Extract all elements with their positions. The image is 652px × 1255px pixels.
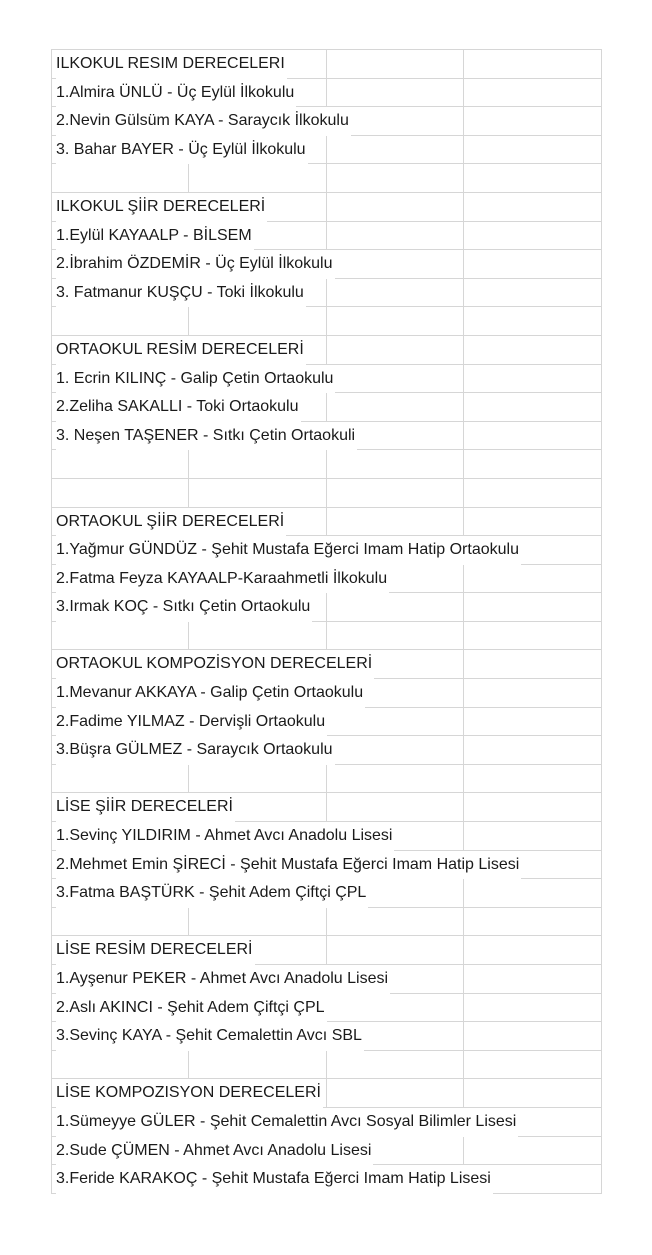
grid-cell[interactable] xyxy=(52,908,189,937)
grid-cell[interactable] xyxy=(464,822,602,851)
cell-text: 3. Neşen TAŞENER - Sıtkı Çetin Ortaokuli xyxy=(56,422,357,451)
grid-row xyxy=(52,393,602,422)
grid-cell[interactable] xyxy=(464,279,602,308)
section-header-row xyxy=(52,193,602,222)
cell-text: 1. Ecrin KILINÇ - Galip Çetin Ortaokulu xyxy=(56,365,335,394)
grid-cell[interactable] xyxy=(189,164,327,193)
grid-cell[interactable] xyxy=(52,479,189,508)
grid-row xyxy=(52,708,602,737)
grid-cell[interactable] xyxy=(189,908,327,937)
cell-text: 1.Almira ÜNLÜ - Üç Eylül İlkokulu xyxy=(56,79,296,108)
grid-cell[interactable] xyxy=(464,936,602,965)
grid-cell[interactable] xyxy=(327,936,464,965)
grid-cell[interactable] xyxy=(327,1051,464,1080)
grid-cell[interactable] xyxy=(327,994,464,1023)
grid-cell[interactable] xyxy=(464,450,602,479)
grid-cell[interactable] xyxy=(52,307,189,336)
grid-cell[interactable] xyxy=(464,222,602,251)
grid-row xyxy=(52,851,602,880)
grid-row xyxy=(52,79,602,108)
cell-text: ORTAOKUL RESİM DERECELERİ xyxy=(56,336,306,365)
cell-text: 3. Bahar BAYER - Üç Eylül İlkokulu xyxy=(56,136,308,165)
section-header-row xyxy=(52,1079,602,1108)
cell-text: 3.Büşra GÜLMEZ - Saraycık Ortaokulu xyxy=(56,736,335,765)
grid-row xyxy=(52,222,602,251)
grid-cell[interactable] xyxy=(464,1079,602,1108)
grid-cell[interactable] xyxy=(464,908,602,937)
grid-cell[interactable] xyxy=(327,765,464,794)
grid-cell[interactable] xyxy=(189,307,327,336)
grid-row xyxy=(52,279,602,308)
grid-cell[interactable] xyxy=(327,450,464,479)
grid-row xyxy=(52,136,602,165)
cell-text: 3. Fatmanur KUŞÇU - Toki İlkokulu xyxy=(56,279,306,308)
grid-row xyxy=(52,164,602,193)
grid-cell[interactable] xyxy=(327,50,464,79)
grid-row xyxy=(52,250,602,279)
cell-text: ORTAOKUL ŞİİR DERECELERİ xyxy=(56,508,286,537)
cell-text: ORTAOKUL KOMPOZİSYON DERECELERİ xyxy=(56,650,374,679)
cell-text: 1.Ayşenur PEKER - Ahmet Avcı Anadolu Lisesi xyxy=(56,965,390,994)
grid-row xyxy=(52,965,602,994)
grid-row xyxy=(52,822,602,851)
grid-cell[interactable] xyxy=(327,593,464,622)
grid-cell[interactable] xyxy=(327,79,464,108)
grid-cell[interactable] xyxy=(464,479,602,508)
grid-row xyxy=(52,1022,602,1051)
grid-cell[interactable] xyxy=(464,994,602,1023)
grid-cell[interactable] xyxy=(464,765,602,794)
grid-cell[interactable] xyxy=(52,622,189,651)
grid-cell[interactable] xyxy=(464,793,602,822)
grid-cell[interactable] xyxy=(464,965,602,994)
cell-text: 2.Sude ÇÜMEN - Ahmet Avcı Anadolu Lisesi xyxy=(56,1137,373,1166)
grid-cell[interactable] xyxy=(327,393,464,422)
cell-text: 2.Aslı AKINCI - Şehit Adem Çiftçi ÇPL xyxy=(56,994,327,1023)
grid-cell[interactable] xyxy=(327,193,464,222)
cell-text: 2.Zeliha SAKALLI - Toki Ortaokulu xyxy=(56,393,301,422)
cell-text: 2.Mehmet Emin ŞİRECİ - Şehit Mustafa Eğerci Imam Hatip Lisesi xyxy=(56,851,521,880)
grid-cell[interactable] xyxy=(464,365,602,394)
grid-cell[interactable] xyxy=(327,736,464,765)
grid-row xyxy=(52,736,602,765)
grid-row xyxy=(52,765,602,794)
grid-row xyxy=(52,593,602,622)
grid-row xyxy=(52,450,602,479)
grid-row xyxy=(52,994,602,1023)
grid-cell[interactable] xyxy=(52,1051,189,1080)
grid-cell[interactable] xyxy=(464,708,602,737)
cell-text: 1.Eylül KAYAALP - BİLSEM xyxy=(56,222,254,251)
section-header-row xyxy=(52,936,602,965)
grid-row xyxy=(52,679,602,708)
cell-text: 3.Irmak KOÇ - Sıtkı Çetin Ortaokulu xyxy=(56,593,312,622)
grid-cell[interactable] xyxy=(464,250,602,279)
grid-row xyxy=(52,908,602,937)
grid-row xyxy=(52,107,602,136)
section-header-row xyxy=(52,650,602,679)
grid-cell[interactable] xyxy=(327,708,464,737)
grid-cell[interactable] xyxy=(464,736,602,765)
grid-cell[interactable] xyxy=(464,307,602,336)
grid-row xyxy=(52,1108,602,1137)
grid-cell[interactable] xyxy=(464,79,602,108)
grid-cell[interactable] xyxy=(189,765,327,794)
grid-row xyxy=(52,879,602,908)
cell-text: 2.Fadime YILMAZ - Dervişli Ortaokulu xyxy=(56,708,327,737)
cell-text: LİSE KOMPOZISYON DERECELERİ xyxy=(56,1079,323,1108)
grid-cell[interactable] xyxy=(189,479,327,508)
grid-row xyxy=(52,307,602,336)
grid-cell[interactable] xyxy=(464,107,602,136)
grid-cell[interactable] xyxy=(327,908,464,937)
grid-cell[interactable] xyxy=(464,1022,602,1051)
grid-row xyxy=(52,536,602,565)
grid-cell[interactable] xyxy=(327,1079,464,1108)
grid-cell[interactable] xyxy=(464,50,602,79)
grid-cell[interactable] xyxy=(464,136,602,165)
grid-cell[interactable] xyxy=(327,479,464,508)
cell-text: 1.Sevinç YILDIRIM - Ahmet Avcı Anadolu Lisesi xyxy=(56,822,394,851)
grid-cell[interactable] xyxy=(464,336,602,365)
grid-cell[interactable] xyxy=(327,279,464,308)
grid-cell[interactable] xyxy=(464,679,602,708)
grid-cell[interactable] xyxy=(327,622,464,651)
cell-text: ILKOKUL ŞİİR DERECELERİ xyxy=(56,193,267,222)
cell-text: 1.Mevanur AKKAYA - Galip Çetin Ortaokulu xyxy=(56,679,365,708)
cell-text: 2.Nevin Gülsüm KAYA - Saraycık İlkokulu xyxy=(56,107,351,136)
grid-cell[interactable] xyxy=(464,1051,602,1080)
grid-row xyxy=(52,479,602,508)
cell-text: 1.Sümeyye GÜLER - Şehit Cemalettin Avcı Sosyal Bilimler Lisesi xyxy=(56,1108,518,1137)
cell-text: ILKOKUL RESIM DERECELERI xyxy=(56,50,287,79)
grid-cell[interactable] xyxy=(52,765,189,794)
section-header-row xyxy=(52,508,602,537)
grid-cell[interactable] xyxy=(327,136,464,165)
grid-cell[interactable] xyxy=(189,622,327,651)
section-header-row xyxy=(52,50,602,79)
grid-cell[interactable] xyxy=(464,508,602,537)
grid-cell[interactable] xyxy=(464,164,602,193)
grid-cell[interactable] xyxy=(327,365,464,394)
cell-text: 3.Feride KARAKOÇ - Şehit Mustafa Eğerci Imam Hatip Lisesi xyxy=(56,1165,493,1194)
grid-cell[interactable] xyxy=(464,1137,602,1166)
cell-text: 3.Sevinç KAYA - Şehit Cemalettin Avcı SBL xyxy=(56,1022,364,1051)
grid-row xyxy=(52,565,602,594)
cell-text: 1.Yağmur GÜNDÜZ - Şehit Mustafa Eğerci Imam Hatip Ortaokulu xyxy=(56,536,521,565)
grid-cell[interactable] xyxy=(327,250,464,279)
grid-cell[interactable] xyxy=(327,307,464,336)
grid-cell[interactable] xyxy=(464,622,602,651)
spreadsheet-grid xyxy=(51,49,602,1194)
grid-row xyxy=(52,422,602,451)
grid-cell[interactable] xyxy=(464,650,602,679)
grid-cell[interactable] xyxy=(52,450,189,479)
grid-cell[interactable] xyxy=(327,793,464,822)
grid-cell[interactable] xyxy=(189,450,327,479)
cell-text: 2.İbrahim ÖZDEMİR - Üç Eylül İlkokulu xyxy=(56,250,335,279)
section-header-row xyxy=(52,336,602,365)
grid-cell[interactable] xyxy=(464,193,602,222)
grid-row xyxy=(52,1137,602,1166)
grid-cell[interactable] xyxy=(464,393,602,422)
grid-cell[interactable] xyxy=(52,164,189,193)
grid-cell[interactable] xyxy=(189,1051,327,1080)
grid-cell[interactable] xyxy=(464,879,602,908)
grid-cell[interactable] xyxy=(327,336,464,365)
cell-text: 2.Fatma Feyza KAYAALP-Karaahmetli İlkokulu xyxy=(56,565,389,594)
grid-cell[interactable] xyxy=(464,422,602,451)
section-header-row xyxy=(52,793,602,822)
cell-text: LİSE RESİM DERECELERİ xyxy=(56,936,255,965)
grid-row xyxy=(52,1165,602,1194)
grid-cell[interactable] xyxy=(327,222,464,251)
cell-text: LİSE ŞİİR DERECELERİ xyxy=(56,793,235,822)
cell-text: 3.Fatma BAŞTÜRK - Şehit Adem Çiftçi ÇPL xyxy=(56,879,368,908)
grid-cell[interactable] xyxy=(327,508,464,537)
grid-cell[interactable] xyxy=(464,565,602,594)
grid-cell[interactable] xyxy=(464,593,602,622)
grid-cell[interactable] xyxy=(327,164,464,193)
grid-row xyxy=(52,365,602,394)
grid-row xyxy=(52,1051,602,1080)
grid-row xyxy=(52,622,602,651)
